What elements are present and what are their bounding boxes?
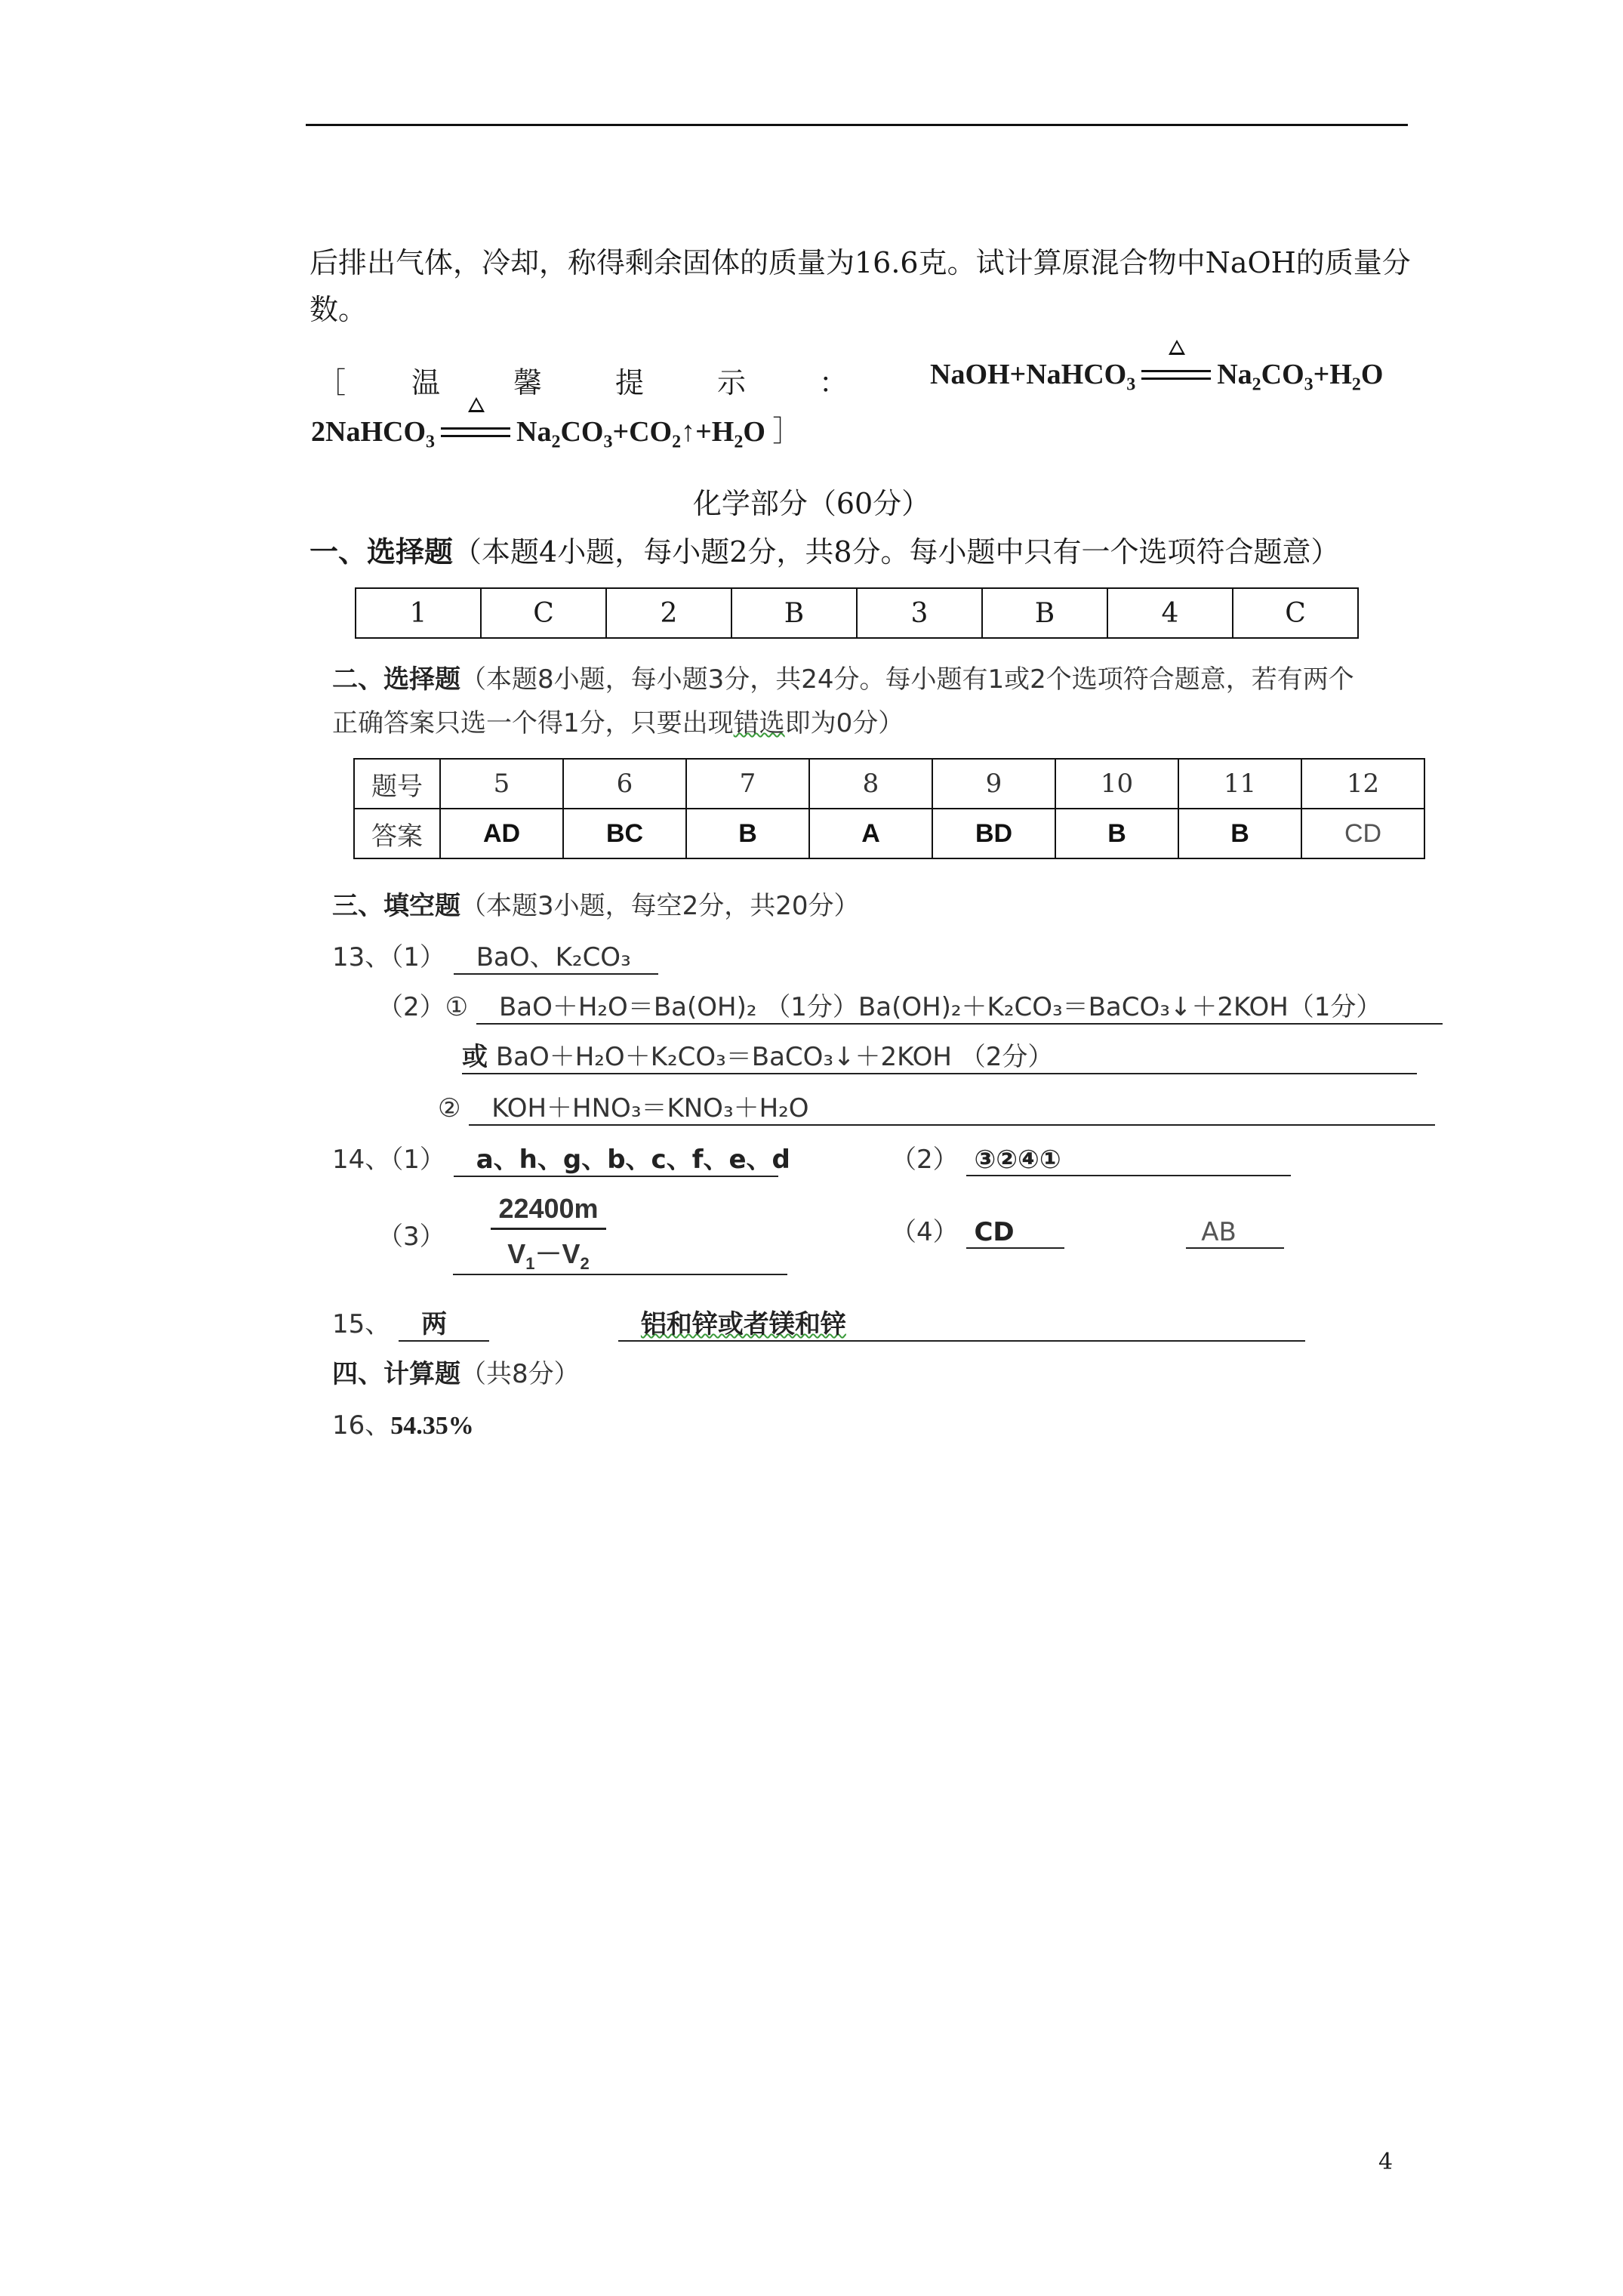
table-cell: 7 [686, 759, 809, 809]
q14-4-answer-1: CD [966, 1217, 1064, 1249]
table-cell: 2 [606, 588, 731, 638]
tip-label-char-4: 示 [717, 366, 747, 399]
problem-text-line-2: 数。 [310, 293, 368, 326]
tip-label-char-1: 温 [411, 366, 441, 399]
q13-1-answer: BaO、K₂CO₃ [454, 936, 658, 975]
q16: 16、54.35% [332, 1410, 474, 1441]
table-cell: 8 [809, 759, 932, 809]
table-cell: 10 [1055, 759, 1178, 809]
tip-equation-1: NaOH+NaHCO$_3$ $Na_2CO_3+H_2O$ [930, 358, 1383, 396]
q15-answer-2: 铝和锌或者镁和锌 [618, 1303, 1305, 1342]
q14-2-answer: ③②④① [966, 1145, 1291, 1176]
part1-answer-table [355, 587, 1359, 639]
q15: 15、 两 铝和锌或者镁和锌 [332, 1303, 1305, 1342]
tip-label-char-3: 提 [615, 366, 645, 399]
part3-heading: 三、填空题（本题3小题，每空2分，共20分） [332, 891, 860, 921]
q13-part2-line2: 或 BaO＋H₂O＋K₂CO₃＝BaCO₃↓＋2KOH （2分） [462, 1036, 1417, 1074]
q14-part3: （3） $\frac{22400m}{V_1-V_2}$ [377, 1193, 787, 1275]
q13-2-answer-line-1: BaO＋H₂O＝Ba(OH)₂ （1分）Ba(OH)₂＋K₂CO₃＝BaCO₃↓＋2KOH（1分） [476, 986, 1443, 1025]
table-cell: BC [563, 809, 686, 858]
header-rule [306, 124, 1408, 126]
table-cell: B [1055, 809, 1178, 858]
table-cell: CD [1301, 809, 1424, 858]
table-cell: B [686, 809, 809, 858]
q14-part1: 14、（1） a、h、g、b、c、f、e、d [332, 1139, 778, 1177]
table-cell: 5 [440, 759, 563, 809]
q14-1-answer: a、h、g、b、c、f、e、d [454, 1139, 778, 1177]
q13-part2-line1: （2）① BaO＋H₂O＝Ba(OH)₂ （1分）Ba(OH)₂＋K₂CO₃＝BaCO₃↓＋2KOH（1分） [377, 986, 1443, 1025]
table-cell: 3 [857, 588, 982, 638]
part2-heading-line-1: 二、选择题（本题8小题，每小题3分，共24分。每小题有1或2个选项符合题意，若有两个 [332, 664, 1354, 695]
q13-part1: 13、（1） BaO、K₂CO₃ [332, 936, 658, 975]
table-cell: 1 [356, 588, 481, 638]
part1-heading: 一、选择题（本题4小题，每小题2分，共8分。每小题中只有一个选项符合题意） [310, 535, 1340, 569]
heat-equals-arrow [1141, 362, 1211, 391]
tip-equation-2: 2NaHCO$_3$ $Na_2CO_3+CO_2↑+H_2O$ ］ [311, 408, 801, 453]
q14-4-answer-2: AB [1186, 1217, 1284, 1249]
page-number: 4 [1378, 2149, 1394, 2175]
table-cell: C [1233, 588, 1358, 638]
q13-part3: ② KOH＋HNO₃＝KNO₃＋H₂O [438, 1087, 1435, 1126]
table-row-header: 答案 [354, 809, 440, 858]
table-cell: 6 [563, 759, 686, 809]
table-row-header: 题号 [354, 759, 440, 809]
table-cell: 12 [1301, 759, 1424, 809]
tip-label-char-2: 馨 [513, 366, 543, 399]
tip-open-bracket: ［ [317, 366, 346, 399]
tip-label-colon: ： [819, 366, 848, 399]
problem-text-line-1: 后排出气体，冷却，称得剩余固体的质量为16.6克。试计算原混合物中NaOH的质量分 [310, 246, 1411, 279]
part4-heading: 四、计算题（共8分） [332, 1359, 580, 1389]
q16-answer: 54.35% [390, 1412, 474, 1440]
q14-3-fraction: $\frac{22400m}{V_1-V_2}$ [491, 1193, 605, 1274]
q14-part2: （2） ③②④① [891, 1139, 1291, 1176]
table-cell: C [481, 588, 606, 638]
part2-heading-line-2: 正确答案只选一个得1分，只要出现错选即为0分） [332, 708, 904, 738]
table-cell: B [1178, 809, 1301, 858]
q15-answer-1: 两 [399, 1303, 489, 1342]
table-cell: B [731, 588, 857, 638]
table-cell: A [809, 809, 932, 858]
table-cell: 9 [932, 759, 1055, 809]
table-cell: 4 [1107, 588, 1233, 638]
table-cell: 11 [1178, 759, 1301, 809]
part2-answer-table [353, 758, 1425, 859]
table-cell: AD [440, 809, 563, 858]
chem-section-title: 化学部分（60分） [692, 487, 931, 520]
table-cell: BD [932, 809, 1055, 858]
q13-3-answer: KOH＋HNO₃＝KNO₃＋H₂O [469, 1087, 1435, 1126]
table-cell: B [982, 588, 1107, 638]
heat-equals-arrow [441, 420, 510, 448]
q14-part4: （4） CD AB [891, 1211, 1284, 1249]
